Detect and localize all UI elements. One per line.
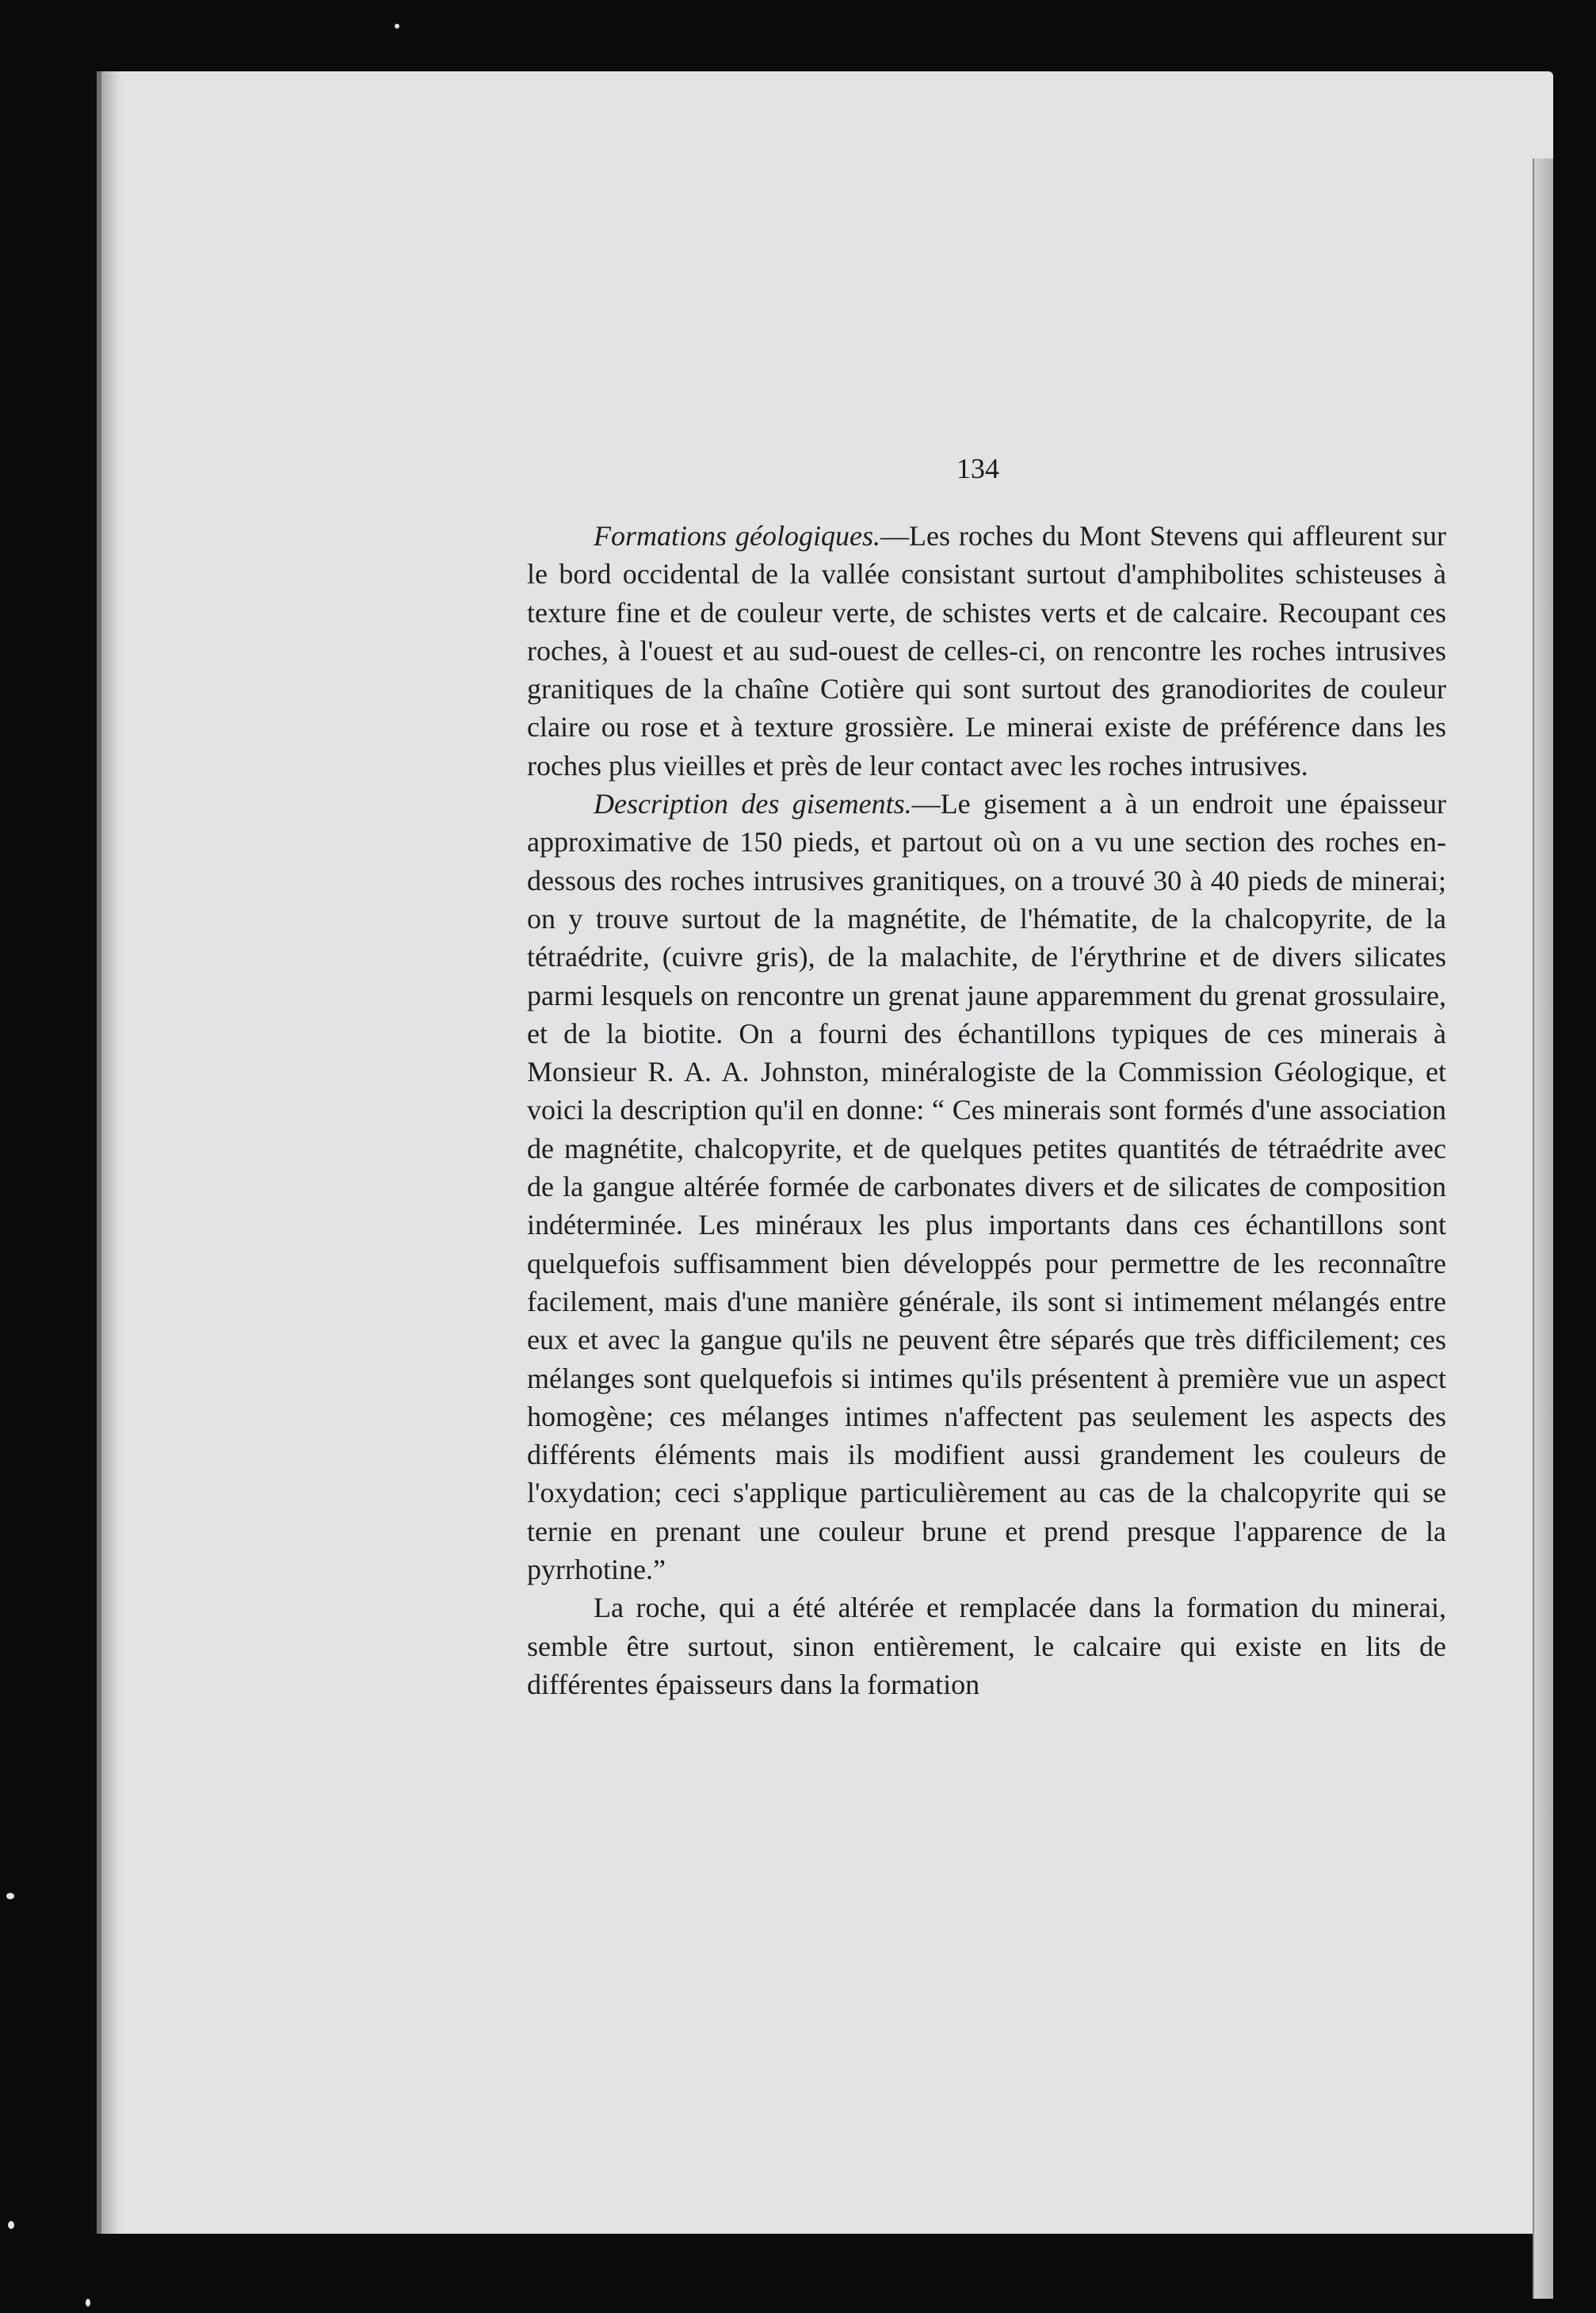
page-edge (1533, 159, 1553, 2299)
body-text (527, 517, 1446, 1703)
paragraph-text: La roche, qui a été altérée et remplacée dans la formation du minerai, semble être surtout, sinon entièrement, le calcaire qui existe en lits de différentes épaisseurs dans la formation (527, 1592, 1446, 1700)
paragraph-roche (527, 1589, 1446, 1703)
book-page (97, 71, 1553, 2234)
paragraph-formations (527, 517, 1446, 785)
paragraph-heading: Description des gisements. (594, 788, 912, 820)
page-gutter-shadow (97, 71, 101, 2234)
page-number: 134 (956, 453, 999, 484)
paragraph-text: —Le gisement a à un endroit une épaisseur approximative de 150 pieds, et partout où on a vu une section des roches en-dessous des roches intrusives granitiques, on a trouvé 30 à 40 pieds de minerai; on y trouve surtout de la magnétite, de l'hématite, de la chalcopyrite, de la tétraédrite, (cuivre gris), de la malachite, de l'érythrine et de divers silicates parmi lesquels on rencontre un grenat jaune apparemment du grenat grossulaire, et de la biotite. On a fourni des échantillons typiques de ces minerais à Monsieur R. A. A. Johnston, minéralogiste de la Commission Géologique, et voici la description qu'il en donne: “ Ces minerais sont formés d'une association de magnétite, chalcopyrite, et de quelques petites quantités de tétraédrite avec de la gangue altérée formée de carbonates divers et de silicates de composition indéterminée. Les minéraux les plus importants dans ces échantillons sont quelquefois suffisamment bien développés pour permettre de les reconnaître facilement, mais d'une manière générale, ils sont si intimement mélangés entre eux et avec la gangue qu'ils ne peuvent être séparés que très difficilement; ces mélanges sont quelquefois si intimes qu'ils présentent à première vue un aspect homogène; ces mélanges intimes n'affectent pas seulement les aspects des différents éléments mais ils modifient aussi grandement les couleurs de l'oxydation; ceci s'applique particulièrement au cas de la chalcopyrite qui se ternie en prenant une couleur brune et prend presque l'apparence de la pyrrhotine.” (527, 788, 1446, 1586)
scan-speck (395, 24, 399, 29)
scan-speck (8, 2221, 14, 2229)
scan-speck (6, 1893, 14, 1899)
paragraph-text: —Les roches du Mont Stevens qui affleurent sur le bord occidental de la vallée consistant surtout d'amphibolites schisteuses à texture fine et de couleur verte, de schistes verts et de calcaire. Recoupant ces roches, à l'ouest et au sud-ouest de celles-ci, on rencontre les roches intrusives granitiques de la chaîne Cotière qui sont surtout des granodiorites de couleur claire ou rose et à texture grossière. Le minerai existe de préférence dans les roches plus vieilles et près de leur contact avec les roches intrusives. (527, 520, 1446, 782)
paragraph-description (527, 785, 1446, 1589)
scan-speck (86, 2299, 90, 2307)
paragraph-heading: Formations géologiques. (594, 520, 880, 552)
